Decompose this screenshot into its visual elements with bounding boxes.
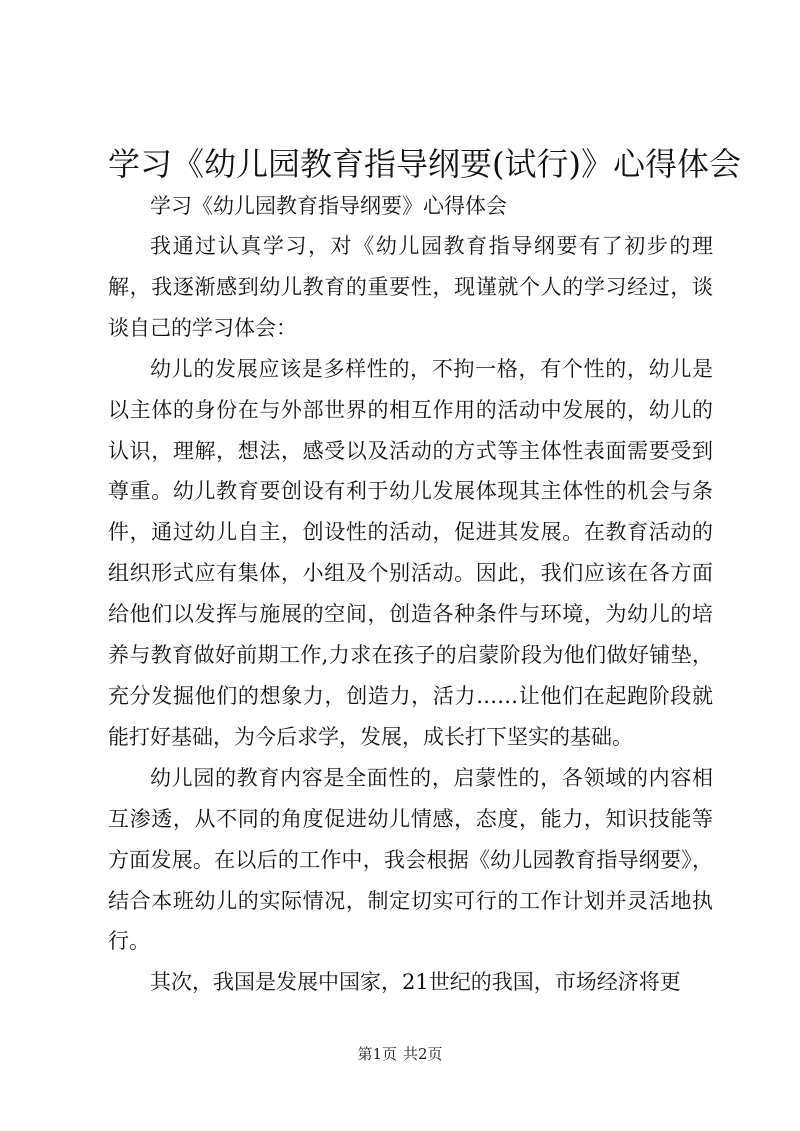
page-total: 共2页 [403,1045,443,1063]
page-footer [0,1044,800,1064]
paragraph: 幼儿园的教育内容是全面性的，启蒙性的，各领域的内容相互渗透，从不同的角度促进幼儿情感，态度，能力，知识技能等方面发展。在以后的工作中，我会根据《幼儿园教育指导纲要》，结合本班幼儿的实际情况，制定切实可行的工作计划并灵活地执行。 [108,765,713,954]
document-subtitle: 学习《幼儿园教育指导纲要》心得体会 [150,194,507,218]
page-number: 第1页 [357,1045,397,1063]
paragraph: 我通过认真学习，对《幼儿园教育指导纲要有了初步的理解，我逐渐感到幼儿教育的重要性，现谨就个人的学习经过，谈谈自己的学习体会： [108,234,713,340]
document-title: 学习《幼儿园教育指导纲要(试行)》心得体会 [108,145,741,183]
paragraph: 其次，我国是发展中国家，21世纪的我国，市场经济将更 [150,970,681,995]
document-body [108,226,713,1003]
paragraph: 幼儿的发展应该是多样性的，不拘一格，有个性的，幼儿是以主体的身份在与外部世界的相互作用的活动中发展的，幼儿的认识，理解，想法，感受以及活动的方式等主体性表面需要受到尊重。幼儿教育要创设有利于幼儿发展体现其主体性的机会与条件，通过幼儿自主，创设性的活动，促进其发展。在教育活动的组织形式应有集体，小组及个别活动。因此，我们应该在各方面给他们以发挥与施展的空间，创造各种条件与环境，为幼儿的培养与教育做好前期工作,力求在孩子的启蒙阶段为他们做好铺垫，充分发掘他们的想象力，创造力，活力……让他们在起跑阶段就能打好基础，为今后求学，发展，成长打下坚实的基础。 [108,356,713,749]
